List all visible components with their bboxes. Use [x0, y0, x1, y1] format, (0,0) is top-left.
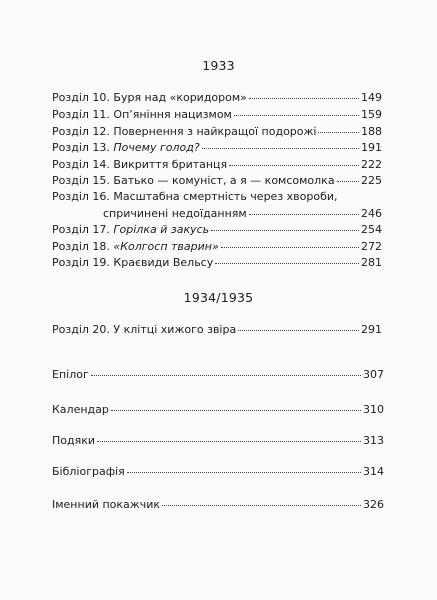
toc-entry — [52, 125, 382, 138]
page-number: 254 — [361, 223, 382, 236]
page-number: 314 — [363, 465, 384, 478]
dot-leader — [249, 98, 359, 99]
page-number: 159 — [361, 108, 382, 121]
dot-leader — [91, 375, 361, 376]
back-matter-entry-calendar — [52, 403, 384, 416]
page-number: 326 — [363, 498, 384, 511]
chapter-number: Розділ 19. — [52, 256, 110, 269]
back-matter-entry-epilogue — [52, 368, 384, 381]
page-number: 291 — [361, 323, 382, 336]
page-number: 246 — [361, 207, 382, 220]
chapter-number: Розділ 18. — [52, 240, 110, 253]
back-matter-entry-acknowledgements — [52, 434, 384, 447]
dot-leader — [221, 247, 359, 248]
chapter-title: Повернення з найкращої подорожі — [113, 125, 317, 138]
page-number: 310 — [363, 403, 384, 416]
toc-entry — [52, 223, 382, 236]
page-number: 149 — [361, 91, 382, 104]
chapter-number: Розділ 10. — [52, 91, 110, 104]
chapter-title: Буря над «коридором» — [113, 91, 247, 104]
toc-entry — [52, 240, 382, 253]
toc-entry — [52, 323, 382, 336]
back-matter-title: Епілог — [52, 368, 89, 381]
page-number: 191 — [361, 141, 382, 154]
dot-leader — [318, 132, 359, 133]
toc-entry — [52, 141, 382, 154]
dot-leader — [249, 214, 359, 215]
chapter-number: Розділ 16. — [52, 190, 110, 203]
dot-leader — [97, 441, 361, 442]
chapter-title: «Колгосп тварин» — [113, 240, 219, 253]
page-number: 281 — [361, 256, 382, 269]
back-matter-entry-name-index — [52, 498, 384, 511]
page-number: 272 — [361, 240, 382, 253]
section-title-1934-1935: 1934/1935 — [183, 290, 254, 305]
chapter-title-continued: спричинені недоїданням — [103, 207, 247, 220]
page-number: 313 — [363, 434, 384, 447]
back-matter-title: Бібліографія — [52, 465, 125, 478]
dot-leader — [111, 410, 361, 411]
chapter-number: Розділ 20. — [52, 323, 110, 336]
toc-entry — [52, 190, 382, 203]
chapter-number: Розділ 11. — [52, 108, 110, 121]
dot-leader — [229, 165, 359, 166]
back-matter-title: Календар — [52, 403, 109, 416]
dot-leader — [162, 505, 361, 506]
chapter-title: Горілка й закусь — [113, 223, 210, 236]
chapter-title: Батько — комуніст, а я — комсомолка — [113, 174, 335, 187]
chapter-number: Розділ 13. — [52, 141, 110, 154]
chapter-number: Розділ 14. — [52, 158, 110, 171]
toc-entry — [52, 108, 382, 121]
page-number: 222 — [361, 158, 382, 171]
toc-entry — [52, 158, 382, 171]
dot-leader — [337, 181, 359, 182]
back-matter-title: Іменний покажчик — [52, 498, 160, 511]
back-matter-title: Подяки — [52, 434, 96, 447]
page-number: 188 — [361, 125, 382, 138]
dot-leader — [202, 148, 359, 149]
toc-entry-continuation — [103, 207, 382, 220]
page-number: 307 — [363, 368, 384, 381]
chapter-number: Розділ 15. — [52, 174, 110, 187]
back-matter-entry-bibliography — [52, 465, 384, 478]
chapter-number: Розділ 12. — [52, 125, 110, 138]
chapter-title: Масштабна смертність через хвороби, — [113, 190, 338, 203]
dot-leader — [127, 472, 361, 473]
toc-entry — [52, 91, 382, 104]
toc-entry — [52, 256, 382, 269]
dot-leader — [215, 263, 359, 264]
chapter-title: Викриття британця — [113, 158, 228, 171]
section-title-1933: 1933 — [202, 58, 235, 73]
dot-leader — [211, 230, 359, 231]
toc-entry — [52, 174, 382, 187]
dot-leader — [238, 330, 359, 331]
dot-leader — [234, 115, 359, 116]
page-number: 225 — [361, 174, 382, 187]
chapter-title: Почему голод? — [113, 141, 200, 154]
chapter-title: У клітці хижого звіра — [113, 323, 237, 336]
chapter-number: Розділ 17. — [52, 223, 110, 236]
chapter-title: Краєвиди Вельсу — [113, 256, 214, 269]
chapter-title: Оп’яніння нацизмом — [113, 108, 232, 121]
